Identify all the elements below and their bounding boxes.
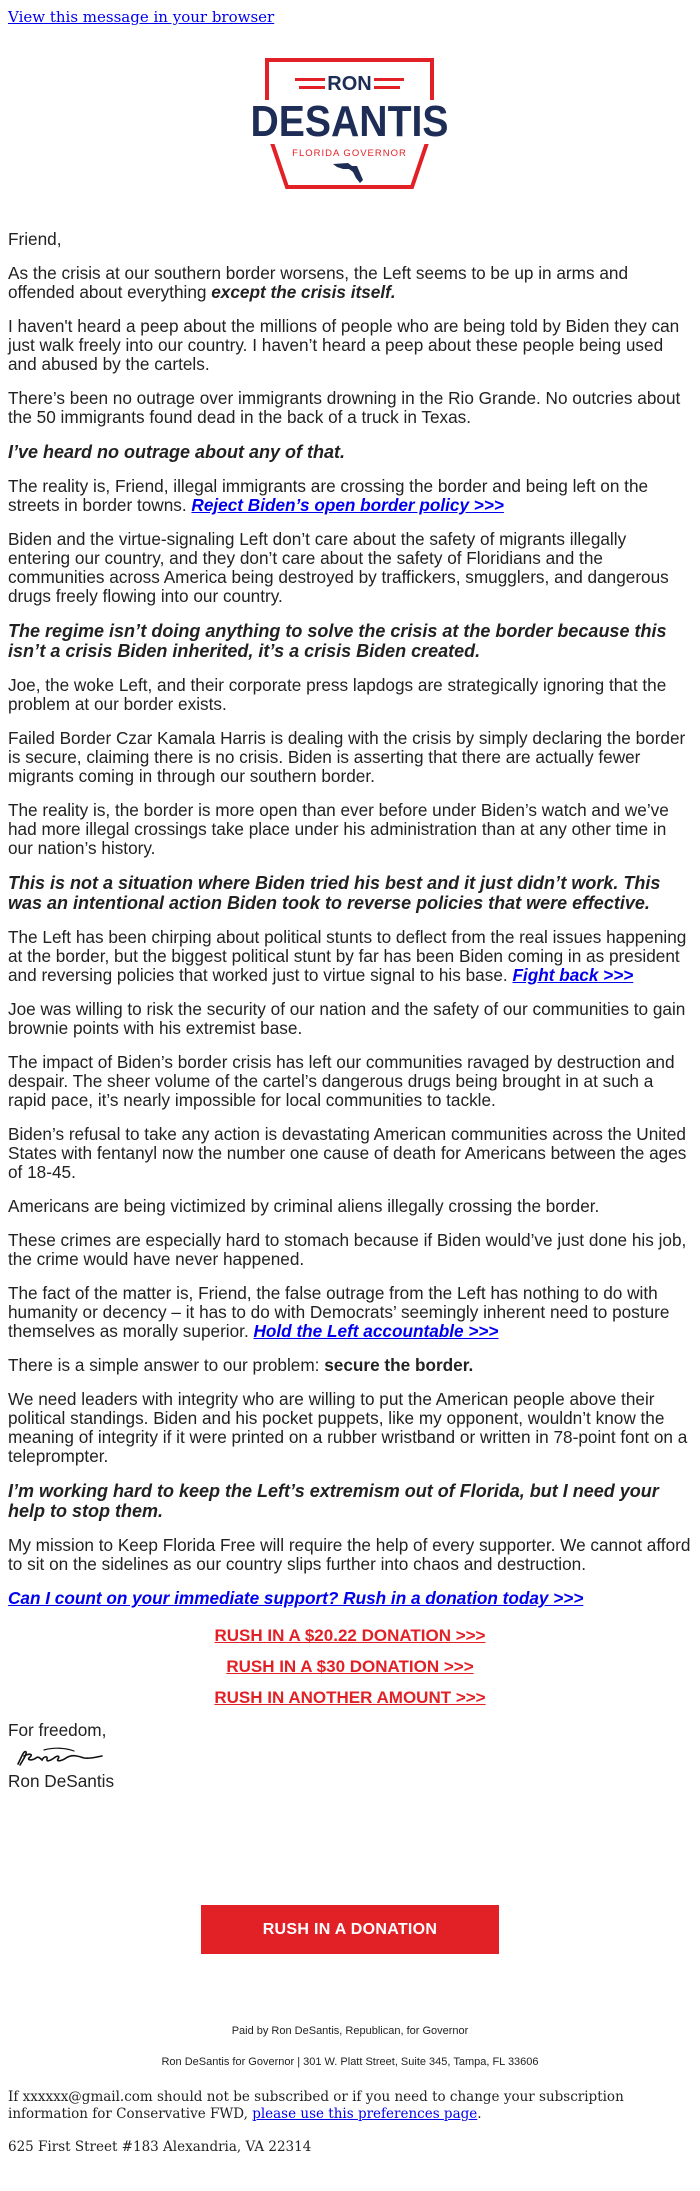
hold-left-accountable-link[interactable]: Hold the Left accountable >>> [253, 1321, 499, 1341]
secure-border-text: secure the border. [324, 1355, 474, 1375]
paragraph: The reality is, Friend, illegal immigrants are crossing the border and being left on the streets in border towns. Reject Biden’s open border policy >>> [8, 476, 649, 515]
paragraph: Joe was willing to risk the security of our nation and the safety of our communities to gain brownie points with his extremist base. [8, 999, 686, 1038]
fight-back-link[interactable]: Fight back >>> [512, 965, 634, 985]
paragraph: Failed Border Czar Kamala Harris is dealing with the crisis by simply declaring the border is secure, claiming there is no crisis. Biden is asserting that there are actually fewer migrants coming in through our southern border. [8, 728, 686, 786]
emphasis: except the crisis itself. [211, 282, 396, 302]
signoff-block [8, 1721, 692, 1791]
paragraph: The reality is, the border is more open than ever before under Biden’s watch and we’ve had more illegal crossings take place under his administration than at any other time in our nation’s history. [8, 800, 669, 858]
donation-links [8, 1626, 692, 1707]
paragraph: Joe, the woke Left, and their corporate press lapdogs are strategically ignoring that the problem at our border exists. [8, 675, 667, 714]
campaign-address: Ron DeSantis for Governor | 301 W. Platt Street, Suite 345, Tampa, FL 33606 [161, 2056, 539, 2068]
mailing-address: 625 First Street #183 Alexandria, VA 22314 [8, 2139, 312, 2155]
paragraph [8, 1589, 692, 1608]
logo-florida-governor: FLORIDA GOVERNOR [292, 148, 407, 159]
donate-30-link[interactable]: RUSH IN A $30 DONATION >>> [226, 1657, 474, 1676]
signature [14, 1744, 108, 1770]
paragraph: As the crisis at our southern border worsens, the Left seems to be up in arms and offended about everything except the crisis itself. [8, 263, 629, 302]
paragraph: My mission to Keep Florida Free will require the help of every supporter. We cannot afford to sit on the sidelines as our country slips further into chaos and destruction. [8, 1535, 691, 1574]
paragraph: These crimes are especially hard to stomach because if Biden would’ve just done his job, the crime would have never happened. [8, 1230, 687, 1269]
paragraph: Biden’s refusal to take any action is devastating American communities across the United States with fentanyl now the number one cause of death for Americans between the ages of 18-45. [8, 1124, 687, 1182]
emphasis-paragraph: This is not a situation where Biden tried his best and it just didn’t work. This was an intentional action Biden took to reverse policies that were effective. [8, 873, 661, 913]
signature-name: Ron DeSantis [8, 1771, 115, 1791]
reject-open-border-link[interactable]: Reject Biden’s open border policy >>> [191, 495, 504, 515]
paragraph: The fact of the matter is, Friend, the false outrage from the Left has nothing to do with humanity or decency – it has to do with Democrats’ seemingly inherent need to posture themselves as morally superior. Hold the Left accountable >>> [8, 1283, 670, 1341]
greeting: Friend, [8, 229, 62, 249]
paragraph: The impact of Biden’s border crisis has left our communities ravaged by destruction and despair. The sheer volume of the cartel’s dangerous drugs being brought in at such a rapid pace, it’s nearly impossible for local communities to tackle. [8, 1052, 675, 1110]
letter-body [8, 230, 692, 1791]
emphasis-paragraph: I’m working hard to keep the Left’s extremism out of Florida, but I need your help to stop them. [8, 1481, 659, 1521]
paragraph: Americans are being victimized by criminal aliens illegally crossing the border. [8, 1196, 600, 1216]
florida-state-icon [333, 163, 363, 183]
donate-other-amount-link[interactable]: RUSH IN ANOTHER AMOUNT >>> [214, 1688, 486, 1707]
logo-desantis: DESANTIS [250, 97, 449, 146]
view-in-browser-link[interactable]: View this message in your browser [8, 8, 275, 26]
paid-by-disclaimer: Paid by Ron DeSantis, Republican, for Governor [231, 2025, 469, 2037]
logo-ron: RON [327, 73, 372, 95]
paragraph: We need leaders with integrity who are willing to put the American people above their political standings. Biden and his pocket puppets, like my opponent, wouldn’t know the meaning of integrity if it were printed on a rubber wristband or written in 78-point font on a teleprompter. [8, 1389, 688, 1466]
desantis-logo [247, 56, 452, 191]
signoff: For freedom, [8, 1720, 107, 1740]
paragraph: There’s been no outrage over immigrants drowning in the Rio Grande. No outcries about the 50 immigrants found dead in the back of a truck in Texas. [8, 388, 681, 427]
immediate-support-link[interactable]: Can I count on your immediate support? Rush in a donation today >>> [8, 1588, 584, 1608]
paragraph: Biden and the virtue-signaling Left don’t care about the safety of migrants illegally entering our country, and they don’t care about the safety of Floridians and the communities across America being destroyed by traffickers, smugglers, and dangerous drugs freely flowing into our country. [8, 529, 669, 606]
paragraph: The Left has been chirping about political stunts to deflect from the real issues happening at the border, but the biggest political stunt by far has been Biden coming in as president and reversing policies that worked just to virtue signal to his base. Fight back >>> [8, 927, 687, 985]
rush-donation-button[interactable]: RUSH IN A DONATION [201, 1905, 499, 1954]
donate-20-22-link[interactable]: RUSH IN A $20.22 DONATION >>> [214, 1626, 486, 1645]
emphasis-paragraph: The regime isn’t doing anything to solve the crisis at the border because this isn’t a crisis Biden inherited, it’s a crisis Biden created. [8, 621, 667, 661]
emphasis-paragraph: I’ve heard no outrage about any of that. [8, 442, 346, 462]
subscription-notice: If xxxxxx@gmail.com should not be subscribed or if you need to change your subscription information for Conservative FWD, please use this preferences page. [8, 2089, 624, 2122]
paragraph: There is a simple answer to our problem: secure the border. [8, 1355, 474, 1375]
preferences-page-link[interactable]: please use this preferences page [252, 2106, 478, 2122]
paragraph: I haven't heard a peep about the millions of people who are being told by Biden they can just walk freely into our country. I haven’t heard a peep about these people being used and abused by the cartels. [8, 316, 680, 374]
